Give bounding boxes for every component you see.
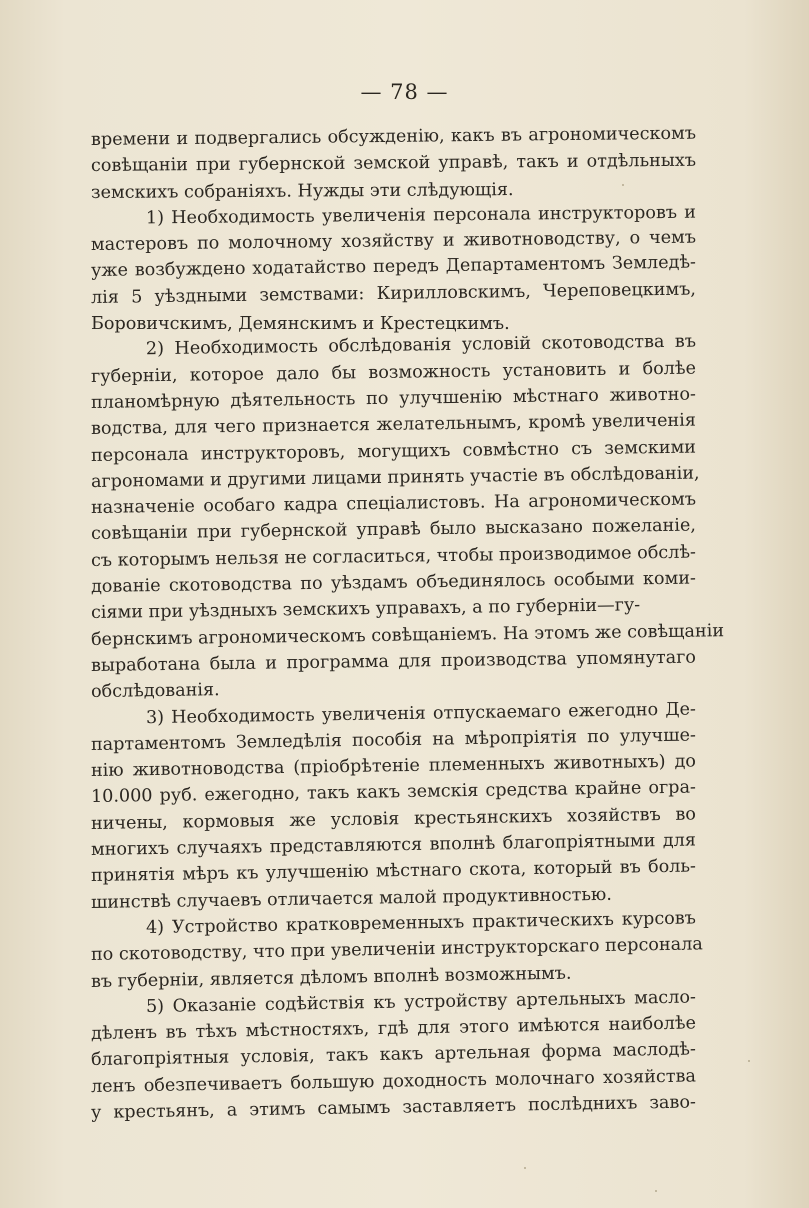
text-line: у крестьянъ, а этимъ самымъ заставляетъ послѣднихъ заво- xyxy=(90,1092,697,1123)
text-line: дѣленъ въ тѣхъ мѣстностяхъ, гдѣ для этого имѣются наиболѣе xyxy=(90,1013,697,1045)
text-line: многихъ случаяхъ представляются вполнѣ благопріятными для xyxy=(90,830,697,861)
paper-speck xyxy=(524,1167,526,1169)
text-line: въ губерніи, является дѣломъ вполнѣ возможнымъ. xyxy=(90,963,572,992)
text-line: ничены, кормовыя же условія крестьянскихъ хозяйствъ во xyxy=(90,804,697,834)
text-line: выработана была и программа для производства упомянутаго xyxy=(90,647,697,676)
text-line: партаментомъ Земледѣлія пособія на мѣропріятія по улучше- xyxy=(90,725,697,755)
text-line: совѣщаніи при губернской управѣ было высказано пожеланіе, xyxy=(90,516,697,545)
text-line: 4) Устройство кратковременныхъ практическихъ курсовъ xyxy=(145,908,697,938)
paragraph-intro xyxy=(90,123,697,206)
text-line: 1) Необходимость увеличенія персонала инструкторовъ и xyxy=(145,202,697,229)
text-line: 2) Необходимость обслѣдованія условій скотоводства въ xyxy=(145,331,697,360)
paper-speck xyxy=(748,1060,750,1062)
text-line: дованіе скотоводства по уѣздамъ объединялось особыми коми- xyxy=(90,568,697,598)
text-line: съ которымъ нельзя не согласиться, чтобы производимое обслѣ- xyxy=(90,542,697,571)
paragraph-item-4 xyxy=(90,908,703,995)
text-line: нію животноводства (пріобрѣтеніе племенныхъ животныхъ) до xyxy=(90,751,697,782)
text-line: лія 5 уѣздными земствами: Кирилловскимъ, Череповецкимъ, xyxy=(90,279,697,308)
text-line: благопріятныя условія, такъ какъ артельная форма маслодѣ- xyxy=(90,1039,697,1071)
text-line: принятія мѣръ къ улучшенію мѣстнаго скота, который въ боль- xyxy=(90,856,697,887)
text-line: совѣщаніи при губернской земской управѣ, такъ и отдѣльныхъ xyxy=(90,151,697,177)
text-line: Боровичскимъ, Демянскимъ и Крестецкимъ. xyxy=(91,314,510,335)
text-line: агрономами и другими лицами принять участіе въ обслѣдованіи, xyxy=(90,463,700,492)
text-line: обслѣдованія. xyxy=(90,680,220,703)
text-line: губерніи, которое дало бы возможность установить и болѣе xyxy=(90,358,697,387)
text-line: 10.000 руб. ежегодно, такъ какъ земскія средства крайне огра- xyxy=(90,777,697,808)
text-line: планомѣрную дѣятельность по улучшенію мѣстнаго животно- xyxy=(90,384,697,413)
paper-speck xyxy=(622,184,624,186)
paragraph-item-5 xyxy=(90,987,697,1126)
text-line: по скотоводству, что при увеличеніи инструкторскаго персонала xyxy=(90,934,703,966)
paragraph-item-1 xyxy=(90,202,697,337)
text-line: земскихъ собраніяхъ. Нужды эти слѣдующія. xyxy=(90,179,514,203)
text-line: назначеніе особаго кадра спеціалистовъ. На агрономическомъ xyxy=(90,489,697,519)
text-line: 5) Оказаніе содѣйствія къ устройству артельныхъ масло- xyxy=(145,987,697,1017)
text-line: персонала инструкторовъ, могущихъ совмѣстно съ земскими xyxy=(90,437,697,466)
paper-speck xyxy=(655,1190,657,1192)
paragraph-item-2 xyxy=(90,331,725,705)
text-line: 3) Необходимость увеличенія отпускаемаго ежегодно Де- xyxy=(145,699,697,728)
text-line: сіями при уѣздныхъ земскихъ управахъ, а по губерніи—гу- xyxy=(90,595,641,624)
text-line: водства, для чего признается желательнымъ, кромѣ увеличенія xyxy=(90,410,697,440)
text-line: ленъ обезпечиваетъ большую доходность молочнаго хозяйства xyxy=(90,1066,697,1097)
text-line: бернскимъ агрономическомъ совѣщаніемъ. На этомъ же совѣщаніи xyxy=(90,620,725,650)
body-text xyxy=(90,123,725,1126)
paragraph-item-3 xyxy=(90,699,697,916)
text-line: уже возбуждено ходатайство передъ Департаментомъ Земледѣ- xyxy=(90,253,697,282)
page-number: — 78 — xyxy=(360,80,449,104)
text-line: шинствѣ случаевъ отличается малой продуктивностью. xyxy=(90,884,613,913)
text-line: мастеровъ по молочному хозяйству и животноводству, о чемъ xyxy=(90,227,697,256)
text-line: времени и подвергались обсужденію, какъ въ агрономическомъ xyxy=(90,123,697,150)
